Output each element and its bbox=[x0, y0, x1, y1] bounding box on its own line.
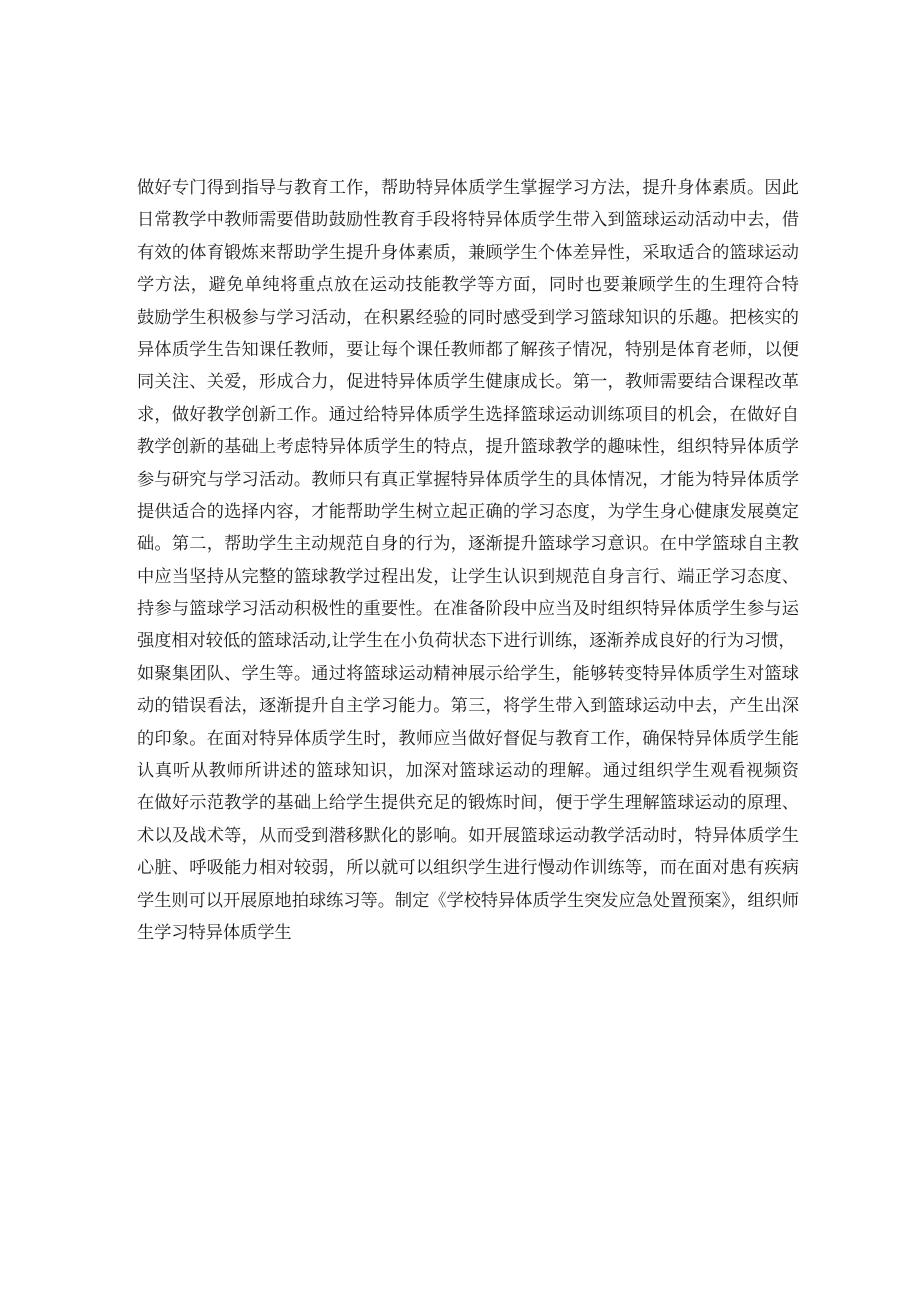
text-line: 日常教学中教师需要借助鼓励性教育手段将特异体质学生带入到篮球运动活动中去，借 bbox=[137, 210, 799, 231]
text-line: 有效的体育锻炼来帮助学生提升身体素质，兼顾学生个体差异性，采取适合的篮球运动 bbox=[137, 242, 799, 263]
text-line: 鼓励学生积极参与学习活动，在积累经验的同时感受到学习篮球知识的乐趣。把核实的 bbox=[137, 307, 799, 328]
text-line: 的印象。在面对特异体质学生时，教师应当做好督促与教育工作，确保特异体质学生能 bbox=[137, 728, 799, 749]
text-line: 中应当坚持从完整的篮球教学过程出发，让学生认识到规范自身言行、端正学习态度、 bbox=[137, 566, 799, 587]
text-line: 学生则可以开展原地拍球练习等。制定《学校特异体质学生突发应急处置预案》，组织师 bbox=[137, 890, 799, 911]
text-line: 强度相对较低的篮球活动,让学生在小负荷状态下进行训练，逐渐养成良好的行为习惯， bbox=[137, 631, 796, 652]
text-line: 同关注、关爱，形成合力，促进特异体质学生健康成长。第一，教师需要结合课程改革 bbox=[137, 372, 799, 393]
text-line: 在做好示范教学的基础上给学生提供充足的锻炼时间，便于学生理解篮球运动的原理、 bbox=[137, 793, 799, 814]
text-line: 学方法，避免单纯将重点放在运动技能教学等方面，同时也要兼顾学生的生理符合特 bbox=[137, 275, 799, 296]
text-line: 参与研究与学习活动。教师只有真正掌握特异体质学生的具体情况，才能为特异体质学 bbox=[137, 469, 799, 490]
text-line: 生学习特异体质学生 bbox=[137, 922, 292, 943]
text-line: 教学创新的基础上考虑特异体质学生的特点，提升篮球教学的趣味性，组织特异体质学 bbox=[137, 437, 799, 458]
text-line: 持参与篮球学习活动积极性的重要性。在准备阶段中应当及时组织特异体质学生参与运 bbox=[137, 599, 799, 620]
body-paragraph bbox=[137, 172, 799, 949]
text-line: 异体质学生告知课任教师，要让每个课任教师都了解孩子情况，特别是体育老师，以便 bbox=[137, 339, 799, 360]
text-line: 心脏、呼吸能力相对较弱，所以就可以组织学生进行慢动作训练等，而在面对患有疾病 bbox=[137, 858, 799, 879]
text-line: 求，做好教学创新工作。通过给特异体质学生选择篮球运动训练项目的机会，在做好自 bbox=[137, 404, 799, 425]
text-line: 认真听从教师所讲述的篮球知识，加深对篮球运动的理解。通过组织学生观看视频资 bbox=[137, 761, 799, 782]
text-line: 如聚集团队、学生等。通过将篮球运动精神展示给学生，能够转变特异体质学生对篮球 bbox=[137, 663, 799, 684]
text-line: 础。第二，帮助学生主动规范自身的行为，逐渐提升篮球学习意识。在中学篮球自主教 bbox=[137, 534, 799, 555]
text-line: 动的错误看法，逐渐提升自主学习能力。第三，将学生带入到篮球运动中去，产生出深 bbox=[137, 696, 799, 717]
text-line: 术以及战术等，从而受到潜移默化的影响。如开展篮球运动教学活动时，特异体质学生 bbox=[137, 825, 799, 846]
text-line: 提供适合的选择内容，才能帮助学生树立起正确的学习态度，为学生身心健康发展奠定 bbox=[137, 501, 799, 522]
text-line: 做好专门得到指导与教育工作，帮助特异体质学生掌握学习方法，提升身体素质。因此 bbox=[137, 178, 799, 198]
